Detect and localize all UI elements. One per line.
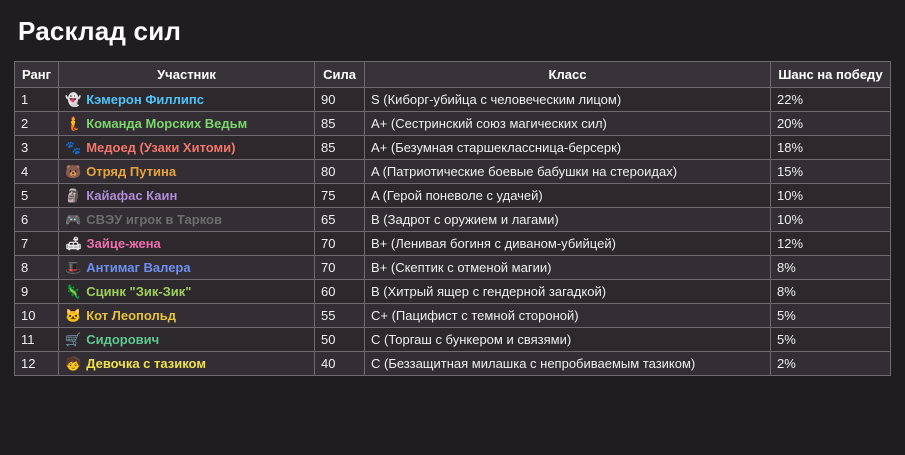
table-row [15,112,891,136]
cell-class: B (Хитрый ящер с гендерной загадкой) [365,280,771,304]
table-row [15,328,891,352]
cell-class: C (Беззащитная милашка с непробиваемым тазиком) [365,352,771,376]
table-row [15,136,891,160]
cell-class: A (Патриотические боевые бабушки на стероидах) [365,160,771,184]
table-row [15,160,891,184]
cell-participant [59,184,315,208]
table-row [15,304,891,328]
cell-power: 65 [315,208,365,232]
cell-class: C (Торгаш с бункером и связями) [365,328,771,352]
cell-power: 55 [315,304,365,328]
cell-class: A+ (Безумная старшеклассница-берсерк) [365,136,771,160]
cell-win-chance: 8% [771,256,891,280]
participant-name: Команда Морских Ведьм [86,115,248,131]
cell-win-chance: 12% [771,232,891,256]
participant-name: СВЭУ игрок в Тарков [86,211,222,227]
cell-win-chance: 8% [771,280,891,304]
participant-emoji-icon: 🧒 [65,355,82,371]
cell-rank: 4 [15,160,59,184]
participant-name: Кэмерон Филлипс [86,91,204,107]
page-title: Расклад сил [18,16,182,46]
cell-rank: 8 [15,256,59,280]
cell-rank: 1 [15,88,59,112]
cell-power: 70 [315,232,365,256]
cell-rank: 3 [15,136,59,160]
table-row [15,208,891,232]
cell-participant [59,352,315,376]
cell-power: 40 [315,352,365,376]
cell-participant [59,136,315,160]
participant-name: Антимаг Валера [86,259,191,275]
participant-emoji-icon: 🐱 [65,307,82,323]
cell-power: 75 [315,184,365,208]
cell-power: 90 [315,88,365,112]
standings-table [14,61,891,376]
cell-class: S (Киборг-убийца с человеческим лицом) [365,88,771,112]
participant-emoji-icon: 🧜 [65,115,82,131]
cell-participant [59,208,315,232]
participant-name: Кот Леопольд [86,307,176,323]
participant-emoji-icon: 🐻 [65,163,82,179]
table-body [15,88,891,376]
cell-power: 85 [315,112,365,136]
cell-win-chance: 2% [771,352,891,376]
cell-power: 70 [315,256,365,280]
cell-participant [59,232,315,256]
cell-participant [59,160,315,184]
cell-participant [59,304,315,328]
cell-rank: 11 [15,328,59,352]
table-header [15,62,891,88]
cell-win-chance: 15% [771,160,891,184]
cell-participant [59,88,315,112]
cell-rank: 7 [15,232,59,256]
participant-name: Сидорович [86,331,160,347]
table-row [15,280,891,304]
cell-rank: 12 [15,352,59,376]
table-row [15,88,891,112]
cell-class: A+ (Сестринский союз магических сил) [365,112,771,136]
cell-class: B+ (Скептик с отменой магии) [365,256,771,280]
participant-emoji-icon: 👻 [65,91,82,107]
cell-win-chance: 22% [771,88,891,112]
table-row [15,184,891,208]
cell-win-chance: 20% [771,112,891,136]
cell-class: B (Задрот с оружием и лагами) [365,208,771,232]
participant-emoji-icon: 🛒 [65,331,82,347]
cell-power: 85 [315,136,365,160]
column-header-class: Класс [365,62,771,88]
cell-rank: 5 [15,184,59,208]
participant-emoji-icon: 🦎 [65,283,82,299]
participant-name: Зайце-жена [86,235,161,251]
cell-power: 50 [315,328,365,352]
participant-emoji-icon: 🛋 [65,235,82,251]
cell-participant [59,112,315,136]
cell-participant [59,280,315,304]
cell-rank: 2 [15,112,59,136]
participant-emoji-icon: 🐾 [65,139,82,155]
participant-name: Сцинк "Зик-Зик" [86,283,192,299]
participant-name: Кайафас Каин [86,187,178,203]
cell-participant [59,328,315,352]
cell-win-chance: 10% [771,208,891,232]
column-header-win-chance: Шанс на победу [771,62,891,88]
table-row [15,232,891,256]
cell-power: 80 [315,160,365,184]
cell-power: 60 [315,280,365,304]
participant-name: Медоед (Узаки Хитоми) [86,139,236,155]
cell-class: A (Герой поневоле с удачей) [365,184,771,208]
participant-emoji-icon: 🗿 [65,187,82,203]
cell-win-chance: 5% [771,328,891,352]
column-header-power: Сила [315,62,365,88]
cell-class: C+ (Пацифист с темной стороной) [365,304,771,328]
participant-name: Отряд Путина [86,163,177,179]
column-header-participant: Участник [59,62,315,88]
table-row [15,352,891,376]
cell-win-chance: 5% [771,304,891,328]
cell-win-chance: 18% [771,136,891,160]
participant-emoji-icon: 🎮 [65,211,82,227]
table-header-row [15,62,891,88]
cell-win-chance: 10% [771,184,891,208]
cell-rank: 10 [15,304,59,328]
participant-emoji-icon: 🎩 [65,259,82,275]
participant-name: Девочка с тазиком [86,355,206,371]
table-row [15,256,891,280]
cell-class: B+ (Ленивая богиня с диваном-убийцей) [365,232,771,256]
cell-rank: 9 [15,280,59,304]
cell-rank: 6 [15,208,59,232]
cell-participant [59,256,315,280]
column-header-rank: Ранг [15,62,59,88]
